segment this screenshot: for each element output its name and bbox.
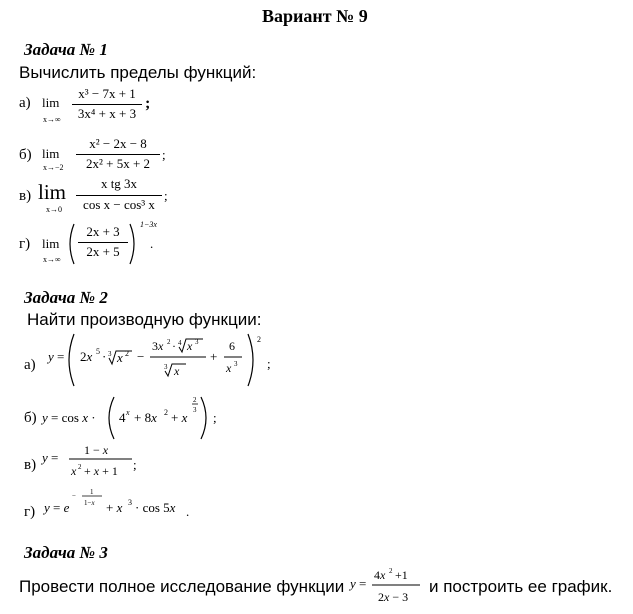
task1-heading: Задача № 1: [24, 40, 108, 59]
svg-text:+ x: + x: [171, 410, 188, 425]
lim-under: x→−2: [43, 163, 64, 172]
svg-text:2x: 2x: [80, 349, 93, 364]
derivative-expression-a: [46, 330, 286, 390]
task3-heading: Задача № 3: [24, 543, 108, 562]
task3-statement: Провести полное исследование функции: [19, 577, 345, 596]
svg-text:+ 8x: + 8x: [134, 410, 157, 425]
svg-text:1 − x: 1 − x: [84, 443, 109, 457]
item-label: в): [19, 188, 32, 204]
lim-under: x→∞: [43, 255, 61, 264]
item-label: в): [24, 457, 37, 473]
derivative-expression-c: [42, 440, 142, 486]
item-label: г): [24, 504, 36, 520]
fraction-denominator: 2x + 5: [86, 244, 120, 259]
fraction-denominator: 3x⁴ + x + 3: [77, 106, 137, 121]
item-label: а): [24, 357, 36, 373]
fraction-denominator: 2x² + 5x + 2: [85, 156, 151, 171]
svg-text:x: x: [71, 464, 77, 478]
svg-text:=: =: [57, 349, 65, 364]
svg-text:y: y: [48, 349, 54, 364]
svg-text:1−x: 1−x: [84, 499, 95, 507]
svg-text:·: ·: [172, 339, 176, 353]
svg-text:2: 2: [193, 396, 197, 404]
fraction-numerator: x tg 3x: [100, 176, 138, 191]
item-label: б): [24, 410, 37, 426]
svg-text:3x: 3x: [152, 339, 164, 353]
svg-text:3: 3: [193, 406, 197, 414]
svg-text:·: ·: [102, 349, 107, 364]
task2-heading: Задача № 2: [24, 288, 108, 307]
fraction-numerator: x² − 2x − 8: [89, 136, 147, 151]
svg-text:x: x: [174, 364, 180, 378]
task3-statement-end: и построить ее график.: [429, 577, 613, 596]
svg-text:6: 6: [229, 339, 235, 353]
svg-text:2: 2: [125, 349, 129, 358]
svg-text:y = e: y = e: [44, 500, 70, 515]
exponent: 1−3x: [140, 220, 157, 229]
svg-text:x: x: [117, 350, 123, 365]
svg-text:−: −: [72, 492, 76, 500]
lim-operator: lim: [38, 180, 67, 204]
derivative-expression-b: [40, 393, 220, 443]
fraction-numerator: 2x + 3: [86, 224, 120, 239]
svg-text:x: x: [187, 339, 193, 353]
page-title: Вариант № 9: [262, 6, 368, 26]
derivative-expression-d: [44, 484, 194, 520]
lim-operator: lim: [42, 95, 60, 110]
item-label: б): [19, 147, 32, 163]
svg-text:5: 5: [96, 347, 100, 356]
task2-statement: Найти производную функции:: [27, 310, 262, 329]
svg-text:3: 3: [128, 498, 132, 507]
svg-text:· cos 5x: · cos 5x: [135, 500, 176, 515]
lim-under: x→∞: [43, 115, 61, 124]
item-label: а): [19, 95, 31, 111]
task3-function: [348, 564, 424, 610]
svg-text:3: 3: [234, 360, 238, 368]
svg-text:+ x + 1: + x + 1: [84, 464, 118, 478]
svg-text:2: 2: [164, 408, 168, 417]
svg-text:3: 3: [195, 338, 199, 346]
svg-text:y =: y =: [350, 576, 367, 591]
svg-text:y =: y =: [42, 450, 59, 465]
svg-text:2: 2: [257, 335, 261, 344]
svg-text:+ x: + x: [106, 500, 123, 515]
lim-operator: lim: [42, 146, 60, 161]
svg-text:y = cos x ·: y = cos x ·: [42, 410, 96, 425]
svg-text:3: 3: [108, 350, 112, 358]
svg-text:+1: +1: [395, 568, 408, 582]
svg-text:2: 2: [78, 463, 82, 471]
svg-text:−: −: [137, 349, 145, 364]
svg-text:4: 4: [178, 339, 182, 347]
fraction-numerator: x³ − 7x + 1: [78, 86, 136, 101]
svg-text:2x − 3: 2x − 3: [378, 590, 409, 604]
item-label: г): [19, 236, 31, 252]
svg-text:2: 2: [167, 338, 171, 346]
svg-text:2: 2: [389, 567, 393, 575]
svg-text:3: 3: [164, 363, 168, 371]
svg-text:1: 1: [90, 488, 94, 496]
lim-operator: lim: [42, 236, 60, 251]
fraction-denominator: cos x − cos³ x: [83, 197, 155, 212]
svg-text:+: +: [210, 349, 218, 364]
lim-under: x→0: [46, 205, 62, 214]
svg-text:x: x: [126, 408, 130, 417]
svg-text:4x: 4x: [374, 568, 386, 582]
task1-statement: Вычислить пределы функций:: [19, 63, 257, 82]
svg-text:x: x: [226, 361, 232, 375]
svg-text:4: 4: [119, 410, 126, 425]
